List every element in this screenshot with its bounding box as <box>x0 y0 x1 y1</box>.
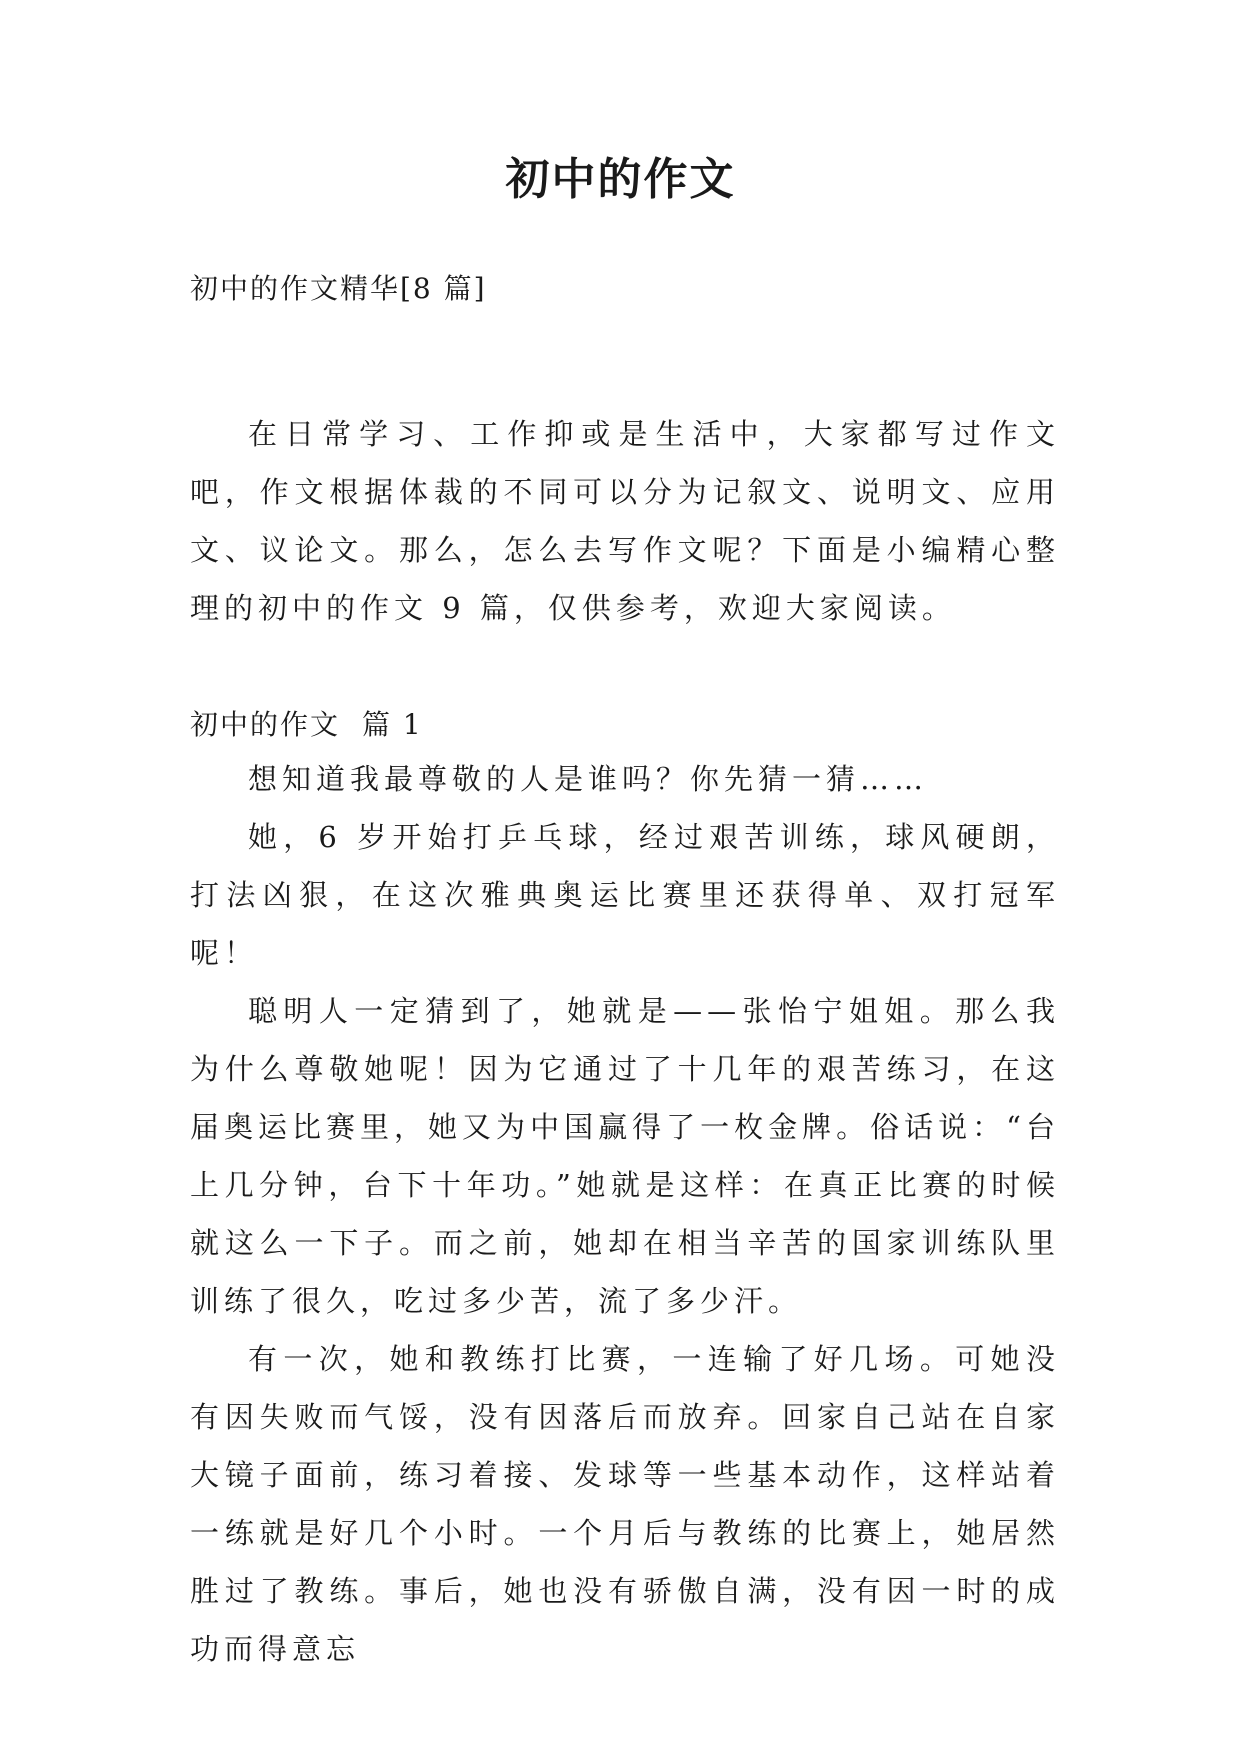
intro-block <box>190 405 1060 637</box>
body-paragraph-4: 有一次，她和教练打比赛，一连输了好几场。可她没有因失败而气馁，没有因落后而放弃。回家自己站在自家大镜子面前，练习着接、发球等一些基本动作，这样站着一练就是好几个小时。一个月后与教练的比赛上，她居然胜过了教练。事后，她也没有骄傲自满，没有因一时的成功而得意忘 <box>190 1342 1060 1666</box>
document-subtitle: 初中的作文精华[8 篇] <box>190 272 487 305</box>
section-heading <box>190 700 423 750</box>
body-paragraph-3: 聪明人一定猜到了，她就是——张怡宁姐姐。那么我为什么尊敬她呢！因为它通过了十几年的艰苦练习，在这届奥运比赛里，她又为中国赢得了一枚金牌。俗话说：“台上几分钟，台下十年功。”她就是这样：在真正比赛的时候就这么一下子。而之前，她却在相当辛苦的国家训练队里训练了很久，吃过多少苦，流了多少汗。 <box>190 994 1060 1318</box>
section-heading-number: 篇 1 <box>362 708 423 741</box>
body-paragraph-1: 想知道我最尊敬的人是谁吗？你先猜一猜…… <box>248 762 929 796</box>
intro-paragraph: 在日常学习、工作抑或是生活中，大家都写过作文吧，作文根据体裁的不同可以分为记叙文、说明文、应用文、议论文。那么，怎么去写作文呢？下面是小编精心整理的初中的作文 9 篇，仅供参考，欢迎大家阅读。 <box>190 417 1060 625</box>
body-paragraph-2: 她，6 岁开始打乒乓球，经过艰苦训练，球风硬朗，打法凶狠，在这次雅典奥运比赛里还获得单、双打冠军呢！ <box>190 820 1060 970</box>
section-body <box>190 750 1060 1678</box>
section-heading-title: 初中的作文 <box>190 708 341 741</box>
document-title: 初中的作文 <box>505 154 736 205</box>
